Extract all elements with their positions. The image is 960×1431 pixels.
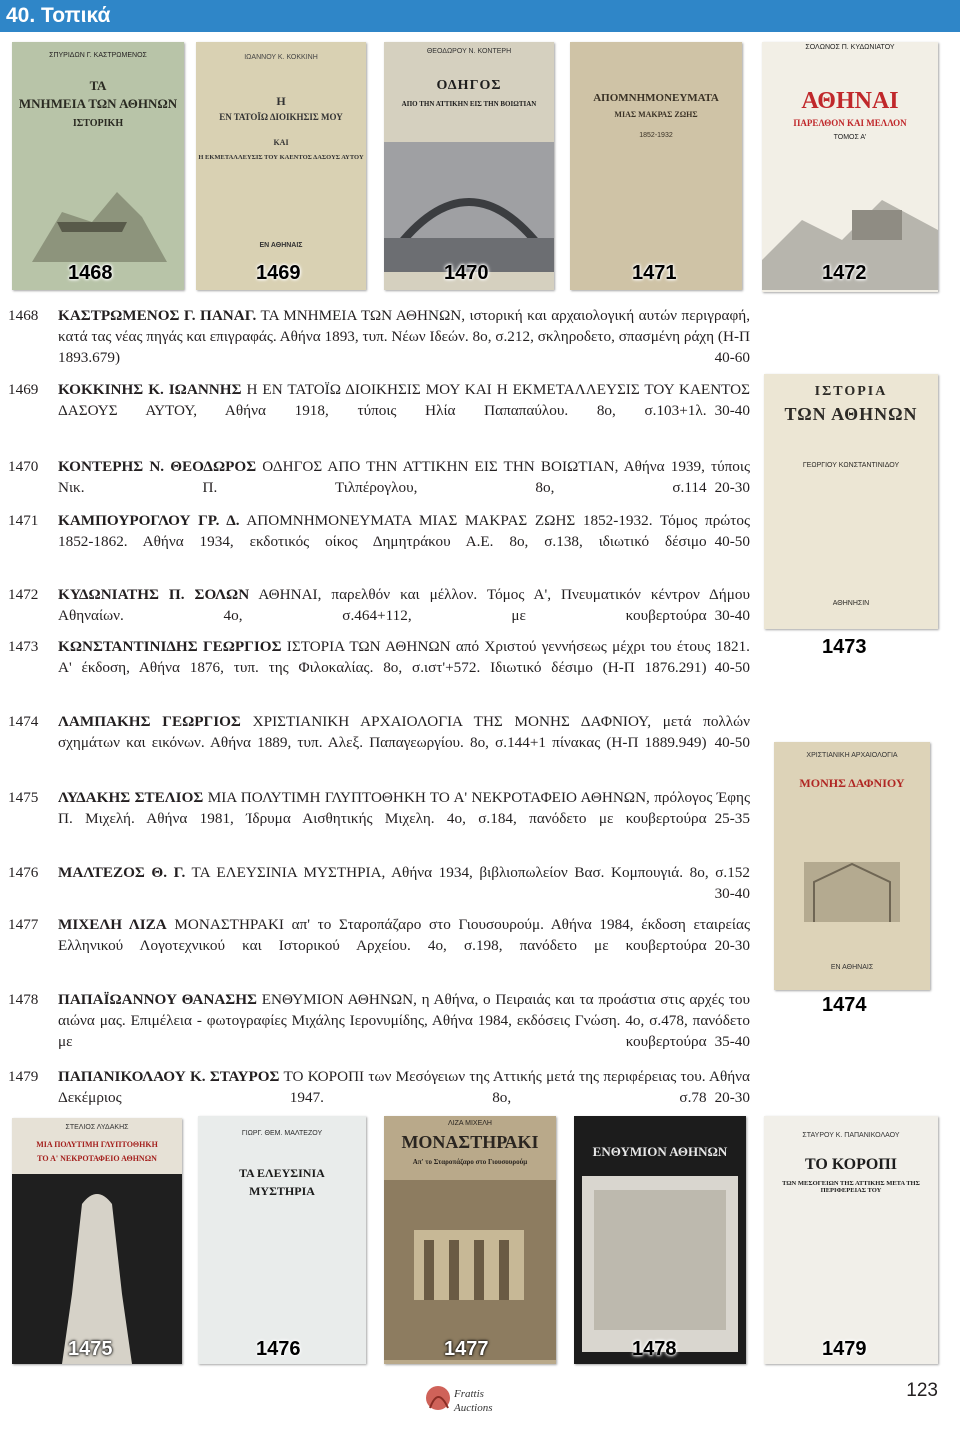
cover-subtitle: ΠΑΡΕΛΘΟΝ ΚΑΙ ΜΕΛΛΟΝ	[793, 118, 907, 128]
section-header	[0, 0, 960, 32]
cover-subtitle: ΤΩΝ ΜΕΣΟΓΕΙΩΝ ΤΗΣ ΑΤΤΙΚΗΣ ΜΕΤΑ ΤΗΣ ΠΕΡΙΦΕΡΕΙΑΣ ΤΟΥ	[782, 1180, 920, 1194]
cover-label-1475: 1475	[68, 1338, 113, 1360]
lot-number: 1469	[8, 381, 39, 398]
cover-title: ΜΝΗΜΕΙΑ ΤΩΝ ΑΘΗΝΩΝ	[18, 96, 178, 111]
lot-price: 20-30	[714, 937, 750, 954]
cover-subtitle: Απ' το Σταροπάζαρο στο Γιουσουρούμ	[412, 1158, 528, 1166]
cover-title: Η ΕΚΜΕΤΑΛΛΕΥΣΙΣ ΤΟΥ ΚΑΕΝΤΟΣ ΔΑΣΟΥΣ ΑΥΤΟΥ	[198, 154, 364, 161]
cover-author: ΙΩΑΝΝΟΥ Κ. ΚΟΚΚΙΝΗ	[244, 54, 318, 61]
lot-number: 1477	[8, 916, 39, 933]
cover-title: ΤΑ ΕΛΕΥΣΙΝΙΑ	[239, 1166, 325, 1180]
cover-illustration	[12, 1174, 182, 1364]
lot-number: 1474	[8, 713, 39, 730]
cover-title: ΤΟ ΚΟΡΟΠΙ	[805, 1156, 897, 1173]
cover-label-1474: 1474	[822, 994, 867, 1016]
lot-price: 25-35	[714, 810, 750, 827]
lot-description: Η ΕΝ ΤΑΤΟΪΩ ΔΙΟΙΚΗΣΙΣ ΜΟΥ ΚΑΙ Η ΕΚΜΕΤΑΛΛΕΥΣΙΣ ΤΟΥ ΚΑΕΝΤΟΣ ΔΑΣΟΥΣ ΑΥΤΟΥ, Αθήνα 1918, τύποις Ηλία Παπαπαύλου. 8ο, σ.103+1λ.	[58, 381, 750, 419]
lot-entry	[8, 787, 750, 850]
lot-number: 1479	[8, 1068, 39, 1085]
cover-1479[interactable]	[764, 1116, 938, 1364]
lot-number: 1470	[8, 458, 39, 475]
cover-volume: ΤΟΜΟΣ Α'	[833, 134, 867, 141]
lot-description: ΜΟΝΑΣΤΗΡΑΚΙ απ' το Σταροπάζαρο στο Γιουσουρούμ. Αθήνα 1984, έκδοση εταιρείας Ελληνικού Λογοτεχνικού και Ιστορικού Αρχείου. 4ο, σ.198, πανόδετο με κουβερτούρα	[58, 916, 750, 954]
lot-price: 30-40	[714, 607, 750, 624]
cover-author: ΣΤΕΛΙΟΣ ΛΥΔΑΚΗΣ	[65, 1124, 129, 1131]
section-title: 40. Τοπικά	[6, 4, 111, 27]
cover-author: ΣΤΑΥΡΟΥ Κ. ΠΑΠΑΝΙΚΟΛΑΟΥ	[802, 1132, 900, 1139]
cover-label-1468: 1468	[68, 262, 113, 284]
lot-entry	[8, 305, 750, 389]
cover-1468[interactable]	[12, 42, 184, 290]
cover-author: ΣΠΥΡΙΔΩΝ Γ. ΚΑΣΤΡΩΜΕΝΟΣ	[49, 52, 147, 59]
cover-title: ΜΟΝΗΣ ΔΑΦΝΙΟΥ	[799, 776, 905, 790]
cover-1472[interactable]	[762, 42, 938, 292]
lot-price: 40-50	[714, 533, 750, 550]
cover-label-1479: 1479	[822, 1338, 867, 1360]
cover-title: ΜΟΝΑΣΤΗΡΑΚΙ	[401, 1132, 539, 1152]
cover-title: ΜΙΑ ΠΟΛΥΤΙΜΗ ΓΛΥΠΤΟΘΗΚΗ	[36, 1140, 158, 1149]
lot-entry	[8, 989, 750, 1073]
lot-description: ΜΙΑ ΠΟΛΥΤΙΜΗ ΓΛΥΠΤΟΘΗΚΗ ΤΟ Α' ΝΕΚΡΟΤΑΦΕΙΟ ΑΘΗΝΩΝ, πρόλογος Έφης Π. Μιχελή. Αθήνα 1981, Ίδρυμα Αισθητικής Μιχελη. 4ο, σ.184, πανόδετο με κουβερτούρα	[58, 789, 751, 827]
cover-1470[interactable]	[384, 42, 554, 290]
cover-label-1470: 1470	[444, 262, 489, 284]
cover-footer: ΕΝ ΑΘΗΝΑΙΣ	[830, 964, 874, 971]
cover-label-1476: 1476	[256, 1338, 301, 1360]
cover-title: ΑΠΟΜΝΗΜΟΝΕΥΜΑΤΑ	[593, 92, 719, 104]
cover-illustration	[774, 852, 930, 932]
cover-1474[interactable]	[774, 742, 930, 990]
cover-label-1472: 1472	[822, 262, 867, 284]
cover-illustration	[574, 1176, 746, 1356]
cover-subtitle: ΙΣΤΟΡΙΚΗ	[72, 118, 124, 129]
lot-author: ΠΑΠΑΝΙΚΟΛΑΟΥ Κ. ΣΤΑΥΡΟΣ	[58, 1068, 280, 1085]
cover-years: 1852-1932	[639, 132, 673, 139]
cover-title: ΕΝΘΥΜΙΟΝ ΑΘΗΝΩΝ	[592, 1144, 728, 1159]
lot-description: ΤΟ ΚΟΡΟΠΙ των Μεσόγειων της Αττικής μετά της περιφέρειας του. Αθήνα Δεκέμριος 1947. 8ο, σ.78	[58, 1068, 750, 1106]
cover-label-1477: 1477	[444, 1338, 489, 1360]
lot-entry	[8, 379, 750, 442]
page-number: 123	[906, 1380, 938, 1401]
cover-title: ΜΥΣΤΗΡΙΑ	[249, 1184, 315, 1198]
cover-1475[interactable]	[12, 1118, 182, 1364]
lot-price: 40-50	[714, 659, 750, 676]
lot-price: 40-50	[714, 734, 750, 751]
cover-label-1473: 1473	[822, 636, 867, 658]
cover-title: ΚΑΙ	[273, 138, 289, 147]
lot-description: ΧΡΙΣΤΙΑΝΙΚΗ ΑΡΧΑΙΟΛΟΓΙΑ ΤΗΣ ΜΟΝΗΣ ΔΑΦΝΙΟΥ, μετά πολλών σχημάτων και εικόνων. Αθήνα 1889, τυπ. Αλεξ. Παπαγεωργίου. 8ο, σ.144+1 πίνακας (Η-Π 1889.949)	[58, 713, 751, 751]
lot-description: ΑΠΟΜΝΗΜΟΝΕΥΜΑΤΑ ΜΙΑΣ ΜΑΚΡΑΣ ΖΩΗΣ 1852-1932. Τόμος πρώτος 1852-1862. Αθήνα 1934, εκδοτικός οίκος Δημητράκου Α.Ε. 8ο, σ.138, ιδιωτικό δέσιμο	[58, 512, 750, 550]
cover-label-1471: 1471	[632, 262, 677, 284]
lot-price: 20-30	[714, 1089, 750, 1106]
lot-author: ΚΩΝΣΤΑΝΤΙΝΙΔΗΣ ΓΕΩΡΓΙΟΣ	[58, 638, 282, 655]
lot-author: ΚΟΝΤΕΡΗΣ Ν. ΘΕΟΔΩΡΟΣ	[58, 458, 257, 475]
lot-author: ΠΑΠΑΪΩΑΝΝΟΥ ΘΑΝΑΣΗΣ	[58, 991, 257, 1008]
lot-author: ΚΟΚΚΙΝΗΣ Κ. ΙΩΑΝΝΗΣ	[58, 381, 242, 398]
lot-number: 1468	[8, 307, 39, 324]
lot-entry	[8, 914, 750, 977]
cover-title: ΤΟ Α' ΝΕΚΡΟΤΑΦΕΙΟ ΑΘΗΝΩΝ	[37, 1154, 157, 1163]
cover-title: Η	[276, 94, 286, 108]
cover-label-1469: 1469	[256, 262, 301, 284]
cover-author: ΣΟΛΩΝΟΣ Π. ΚΥΔΩΝΙΑΤΟΥ	[805, 44, 895, 51]
lot-description: ΤΑ ΜΝΗΜΕΙΑ ΤΩΝ ΑΘΗΝΩΝ, ιστορική και αρχαιολογική αυτών περιγραφή, κατά τας νέας πηγάς και επιγραφάς. Αθήνα 1893, τυπ. Νέων Ιδεών. 8ο, σ.212, σκληροδετο, σπασμένη ράχη (Η-Π 1893.679)	[58, 307, 750, 366]
lot-price: 40-60	[714, 349, 750, 366]
frattis-auctions-logo	[424, 1378, 494, 1426]
lot-price: 30-40	[714, 402, 750, 419]
lot-description: ΑΘΗΝΑΙ, παρελθόν και μέλλον. Τόμος Α', Πνευματικόν κέντρον Δήμου Αθηναίων. 4ο, σ.464+112, με κουβερτούρα	[58, 586, 750, 624]
cover-author: ΛΙΖΑ ΜΙΧΕΛΗ	[448, 1120, 492, 1127]
lot-price: 35-40	[714, 1033, 750, 1050]
lot-entry	[8, 636, 750, 699]
lot-number: 1478	[8, 991, 39, 1008]
lot-price: 30-40	[714, 885, 750, 902]
lot-number: 1476	[8, 864, 39, 881]
lot-price: 20-30	[714, 479, 750, 496]
logo-text: Frattis	[454, 1388, 484, 1400]
cover-1471[interactable]	[570, 42, 742, 290]
lot-description: ΤΑ ΕΛΕΥΣΙΝΙΑ ΜΥΣΤΗΡΙΑ, Αθήνα 1934, βιβλιοπωλείον Βασ. Κομπουγιά. 8ο, σ.152	[185, 864, 750, 881]
lot-entry	[8, 510, 750, 573]
cover-title: ΕΝ ΤΑΤΟΪΩ ΔΙΟΙΚΗΣΙΣ ΜΟΥ	[219, 112, 343, 122]
lot-author: ΚΑΜΠΟΥΡΟΓΛΟΥ ΓΡ. Δ.	[58, 512, 240, 529]
cover-title: ΤΩΝ ΑΘΗΝΩΝ	[784, 404, 918, 424]
cover-author: ΘΕΟΔΩΡΟΥ Ν. ΚΟΝΤΕΡΗ	[426, 48, 512, 55]
lot-author: ΚΥΔΩΝΙΑΤΗΣ Π. ΣΟΛΩΝ	[58, 586, 250, 603]
cover-author: ΓΕΩΡΓΙΟΥ ΚΩΝΣΤΑΝΤΙΝΙΔΟΥ	[802, 462, 900, 469]
cover-1477[interactable]	[384, 1116, 556, 1364]
lot-description: ΟΔΗΓΟΣ ΑΠΟ ΤΗΝ ΑΤΤΙΚΗΝ ΕΙΣ ΤΗΝ ΒΟΙΩΤΙΑΝ, Αθήνα 1939, τύποις Νικ. Π. Τιλπέρογλου, 8ο, σ.114	[58, 458, 750, 496]
cover-title: ΑΠΟ ΤΗΝ ΑΤΤΙΚΗΝ ΕΙΣ ΤΗΝ ΒΟΙΩΤΙΑΝ	[401, 100, 537, 108]
cover-1476[interactable]	[198, 1116, 366, 1364]
cover-1478[interactable]	[574, 1116, 746, 1364]
cover-illustration	[384, 1180, 556, 1360]
lot-author: ΜΙΧΕΛΗ ΛΙΖΑ	[58, 916, 167, 933]
cover-1469[interactable]	[196, 42, 366, 290]
lot-author: ΛΑΜΠΑΚΗΣ ΓΕΩΡΓΙΟΣ	[58, 713, 241, 730]
cover-illustration	[12, 152, 184, 272]
lot-number: 1473	[8, 638, 39, 655]
cover-footer: ΑΘΗΝΗΣΙΝ	[832, 600, 870, 607]
cover-title: ΜΙΑΣ ΜΑΚΡΑΣ ΖΩΗΣ	[614, 110, 698, 119]
lot-description: ΙΣΤΟΡΙΑ ΤΩΝ ΑΘΗΝΩΝ από Χριστού γεννήσεως μέχρι του έτους 1821. Α' έκδοση, Αθήνα 1876, τυπ. της Φιλοκαλίας. 8ο, σ.ιστ'+572. Ιδιωτικό δέσιμο (Η-Π 1876.291)	[58, 638, 750, 676]
lot-description: ΕΝΘΥΜΙΟΝ ΑΘΗΝΩΝ, η Αθήνα, ο Πειραιάς και τα προάστια στις αρχές του αιώνα μας. Επιμέλεια - φωτογραφίες Μιχάλης Ιερονυμίδης, Αθήνα 1984, εκδόσεις Γνώση. 4ο, σ.478, πανόδετο με κουβερτούρα	[58, 991, 750, 1050]
lot-author: ΛΥΔΑΚΗΣ ΣΤΕΛΙΟΣ	[58, 789, 204, 806]
lot-number: 1472	[8, 586, 39, 603]
cover-illustration	[384, 142, 554, 272]
lot-entry	[8, 711, 750, 774]
cover-author: ΓΙΩΡΓ. ΘΕΜ. ΜΑΛΤΕΖΟΥ	[241, 1130, 323, 1137]
cover-title: ΑΘΗΝΑΙ	[801, 88, 899, 114]
lot-entry	[8, 1066, 750, 1129]
cover-title: ΤΑ	[89, 78, 107, 93]
cover-title: ΙΣΤΟΡΙΑ	[814, 384, 888, 399]
logo-text: Auctions	[454, 1402, 493, 1414]
lot-number: 1471	[8, 512, 39, 529]
lot-author: ΜΑΛΤΕΖΟΣ Θ. Γ.	[58, 864, 186, 881]
cover-label-1478: 1478	[632, 1338, 677, 1360]
lot-number: 1475	[8, 789, 39, 806]
cover-title: ΟΔΗΓΟΣ	[436, 78, 502, 93]
cover-title: ΧΡΙΣΤΙΑΝΙΚΗ ΑΡΧΑΙΟΛΟΓΙΑ	[806, 752, 898, 759]
cover-footer: ΕΝ ΑΘΗΝΑΙΣ	[259, 242, 303, 249]
cover-1473[interactable]	[764, 374, 938, 629]
lot-author: ΚΑΣΤΡΩΜΕΝΟΣ Γ. ΠΑΝΑΓ.	[58, 307, 257, 324]
